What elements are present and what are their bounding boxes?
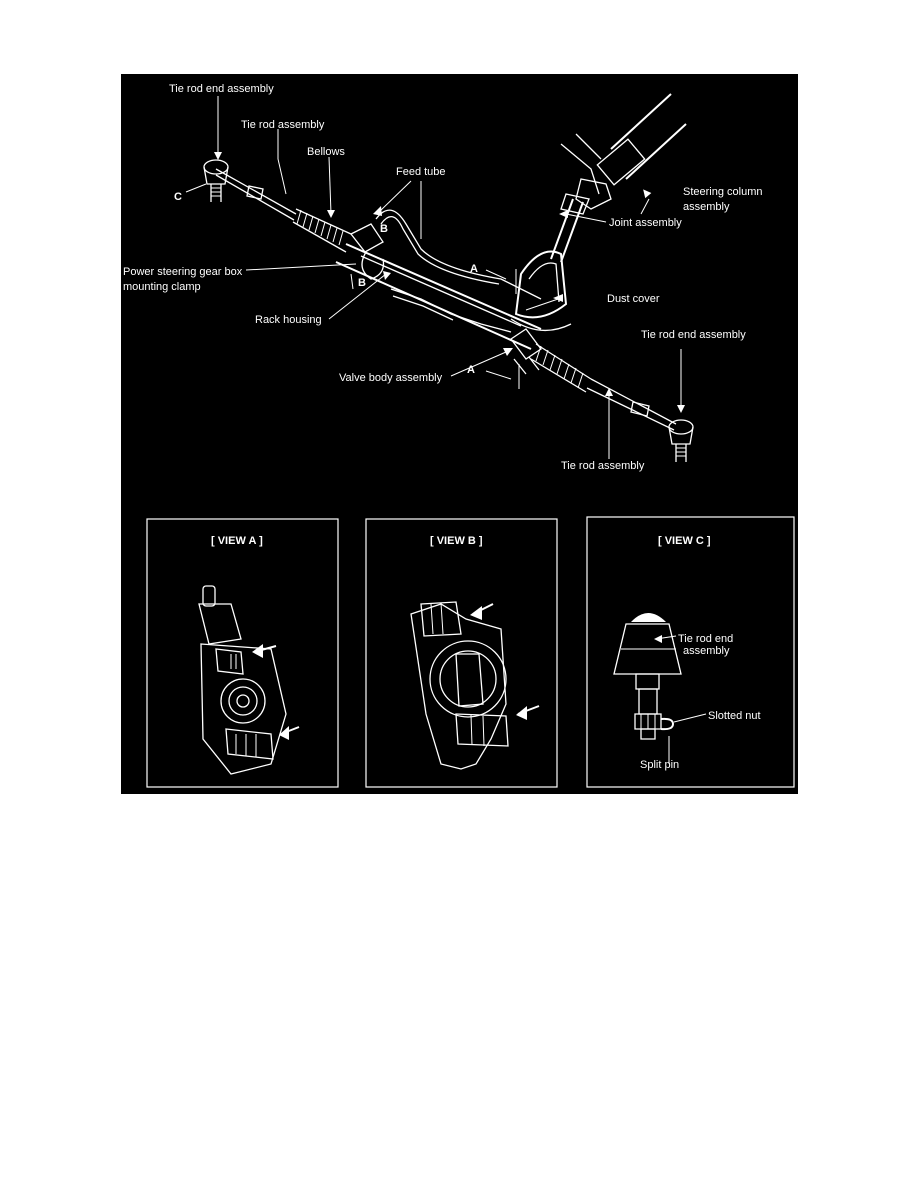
label-view-c-tie-rod-end-1: Tie rod end (678, 633, 734, 645)
figure-panel (121, 74, 798, 794)
main-diagram (123, 83, 763, 472)
left-tie-rod-drawing (204, 160, 296, 220)
label-dust-cover: Dust cover (607, 293, 660, 305)
right-assembly-drawing (511, 329, 693, 462)
label-tie-rod-end-left: Tie rod end assembly (169, 83, 274, 95)
dust-cover-drawing (511, 252, 571, 331)
callout-c: C (174, 191, 182, 203)
main-leader-lines (186, 96, 685, 459)
label-tie-rod-right: Tie rod assembly (561, 460, 645, 472)
rack-housing-drawing (336, 210, 541, 349)
left-bellows-drawing (293, 209, 351, 252)
label-steering-column-1: Steering column (683, 186, 763, 198)
label-bellows: Bellows (307, 146, 345, 158)
label-tie-rod-left: Tie rod assembly (241, 119, 325, 131)
label-feed-tube: Feed tube (396, 166, 446, 178)
callout-b-top: B (380, 223, 388, 235)
callout-a-top: A (470, 263, 478, 275)
label-slotted-nut: Slotted nut (708, 710, 761, 722)
view-a-title: [ VIEW A ] (211, 535, 263, 547)
label-tie-rod-end-right: Tie rod end assembly (641, 329, 746, 341)
label-valve-body: Valve body assembly (339, 372, 443, 384)
label-steering-column-2: assembly (683, 201, 730, 213)
steering-gear-figure (121, 74, 798, 794)
label-rack-housing: Rack housing (255, 314, 322, 326)
view-b-box (366, 519, 557, 787)
view-b-title: [ VIEW B ] (430, 535, 483, 547)
label-mount-clamp-2: mounting clamp (123, 281, 201, 293)
view-c-box (587, 517, 794, 787)
label-split-pin: Split pin (640, 759, 680, 771)
callout-b-bottom: B (358, 277, 366, 289)
label-view-c-tie-rod-end-2: assembly (683, 645, 730, 657)
view-a-box (147, 519, 338, 787)
label-joint: Joint assembly (609, 217, 682, 229)
callout-a-bottom: A (467, 364, 475, 376)
view-c-title: [ VIEW C ] (658, 535, 711, 547)
label-mount-clamp-1: Power steering gear box (123, 266, 243, 278)
steering-column-drawing (551, 94, 686, 262)
